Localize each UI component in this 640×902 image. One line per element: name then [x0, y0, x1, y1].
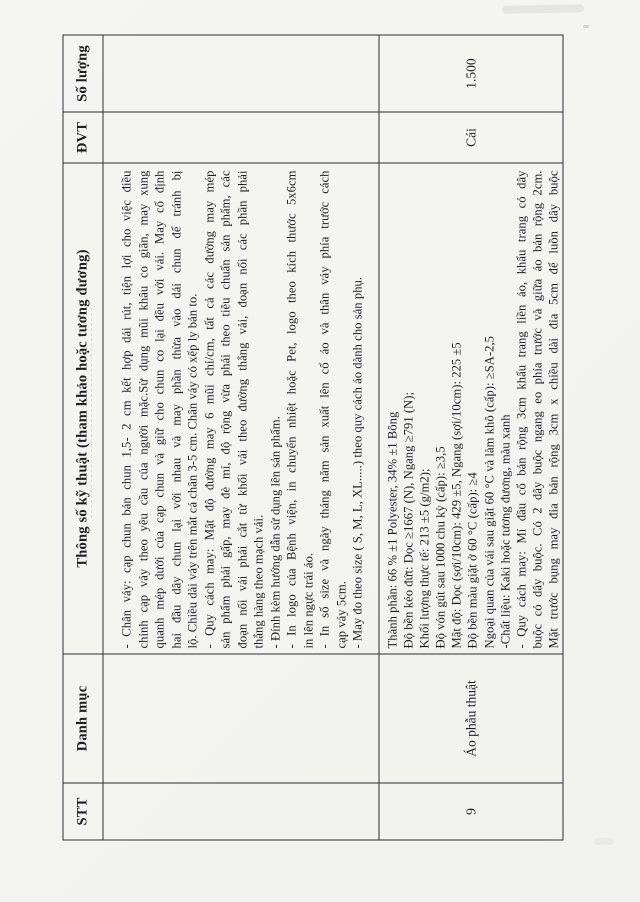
- spec-text-line: Độ vón gút sau 1000 chu kỳ (cấp): ≥3,5: [433, 445, 448, 648]
- spec-text-line: chỉnh cạp váy theo yêu cầu của người mặc.Sử dụng mũi khâu co giãn, may xung: [135, 170, 150, 648]
- rowA-so-luong: [103, 35, 379, 111]
- spec-text-line: - May đo theo size ( S, M, L, XL.....) theo quy cách áo dành cho sản phụ.: [350, 276, 364, 648]
- rowB-stt: 9: [379, 782, 562, 839]
- spec-text-line: Độ bền màu giặt ở 60 °C (cấp): ≥4: [465, 471, 480, 648]
- rowB-so-luong: 1.500: [462, 57, 478, 89]
- rowA-spec-text: [103, 162, 379, 653]
- spec-text-line: - Chân váy: cạp chun bản chun 1,5- 2 cm kết hợp dải rút, tiện lợi cho việc điều: [119, 170, 133, 648]
- scan-smudge: [502, 4, 584, 13]
- header-thong-so: Thông số kỹ thuật (tham khảo hoặc tương đương): [63, 162, 103, 653]
- spec-text-line: - Đính kèm hướng dẫn sử dụng lên sản phẩm.: [267, 415, 282, 648]
- spec-text-line: - Quy cách may: Mật độ đường may 6 mũi chỉ/cm, tất cả các đường may mép: [201, 170, 216, 648]
- rowB-spec-text: [379, 162, 562, 653]
- scan-speck: [583, 25, 589, 28]
- rowA-dvt: [103, 111, 379, 162]
- header-stt: STT: [63, 782, 103, 839]
- scan-blob: [594, 838, 614, 845]
- spec-text-line: quanh mép dưới của cạp chun và giữ cho chun co lại đều với vải. May cố định: [152, 170, 166, 648]
- spec-text-line: - Quy cách may: Mí đầu cổ bản rộng 3cm khẩu trang liền áo, khẩu trang có dây: [513, 170, 528, 648]
- spec-text-line: Ngoại quan của vải sau giặt 60 °C và làm khô (cấp): ≥SA-2,5: [481, 335, 496, 648]
- spec-text-line: Khối lượng thực tế: 213 ±5 (g/m2);: [417, 467, 432, 648]
- spec-text-line: buộc có dây buộc. Có 2 dây buộc ngang eo phía trước và giữa áo bản rộng 2cm.: [529, 170, 544, 648]
- spec-text-line: Thành phần: 66 % ±1 Polyester, 34% ±1 Bông: [385, 411, 399, 648]
- spec-text-line: - In số size và ngày tháng năm sản xuất lên cổ áo và thân váy phía trước cách: [317, 170, 331, 648]
- spec-text-line: lộ. Chiều dài váy trên mắt cá chân 3-5 cm. Chân váy có xếp ly bản to.: [185, 293, 199, 648]
- spec-text-line: cạp váy 5cm.: [333, 580, 348, 648]
- spec-text-line: thẳng hàng theo mạch vải.: [251, 514, 265, 648]
- rowB-danh-muc: Áo phẫu thuật: [379, 653, 562, 782]
- spec-text-line: sản phẩm phải gấp, may đè mí, độ rộng vừa phải theo tiêu chuẩn sản phẩm, các: [218, 170, 232, 648]
- rowA-stt: [103, 782, 379, 839]
- header-so-luong: Số lượng: [63, 35, 103, 111]
- rowB-dvt: Cái: [379, 111, 562, 162]
- header-dvt: ĐVT: [63, 111, 103, 162]
- rotated-table-stage: [62, 36, 561, 840]
- spec-text-line: - In logo của Bệnh viện, in chuyển nhiệt hoặc Pet, logo theo kích thước 5x6cm: [284, 170, 298, 648]
- spec-text-line: đoạn nối vải phải cắt từ khối vải theo đường thẳng vải, đoạn nối các phần phải: [234, 170, 249, 648]
- spec-text-line: Độ bền kéo đứt: Dọc ≥1667 (N), Ngang ≥791 (N);: [401, 391, 416, 648]
- spec-text-line: -Chất liệu: Kaki hoặc tương đương, màu xanh: [497, 413, 512, 648]
- spec-text-line: Mật độ: Dọc (sợi/10cm): 429 ±5, Ngang (sợi/10cm): 225 ±5: [449, 341, 464, 648]
- spec-text-line: Mặt trước bụng may đỉa bản rộng 3cm x chiều dài đỉa 5cm để luồn dây buộc: [545, 170, 560, 648]
- spec-table: [62, 34, 563, 840]
- spec-text-line: in lên ngực trái áo.: [300, 552, 315, 648]
- rowA-danh-muc: [103, 653, 379, 782]
- spec-text-line: hai đầu dây chun lại với nhau và may phần thừa vào dải chun để tránh bị: [168, 170, 183, 648]
- header-danh-muc: Danh mục: [63, 653, 103, 782]
